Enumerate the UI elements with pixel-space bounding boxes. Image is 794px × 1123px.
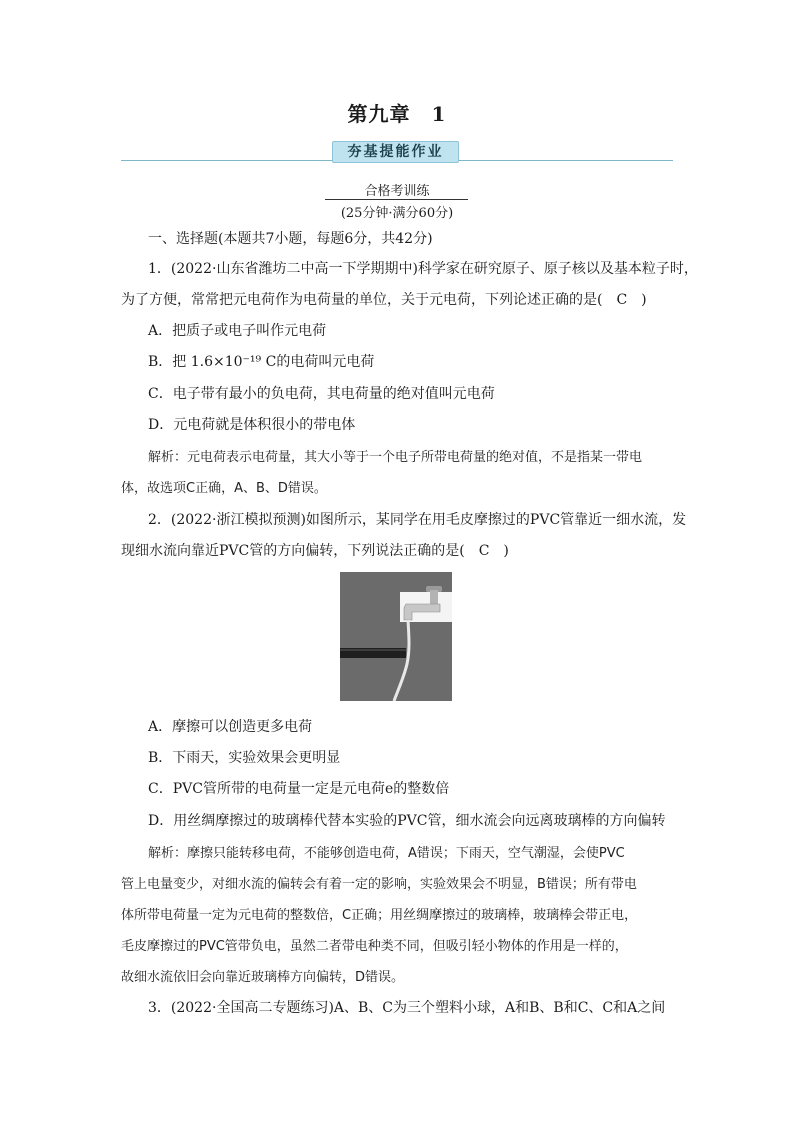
q2-option-a: A．摩擦可以创造更多电荷 — [148, 719, 313, 735]
q1-option-d: D．元电荷就是体积很小的带电体 — [148, 417, 356, 433]
q2-solution-line4: 毛皮摩擦过的PVC管带负电，虽然二者带电种类不同，但吸引轻小物体的作用是一样的， — [121, 939, 628, 954]
q1-solution-line2: 体，故选项C正确，A、B、D错误。 — [121, 481, 327, 496]
q2-option-c: C．PVC管所带的电荷量一定是元电荷e的整数倍 — [148, 781, 450, 797]
q1-option-b: B．把 1.6×10⁻¹⁹ C的电荷叫元电荷 — [148, 354, 375, 370]
pvc-pipe-highlight — [340, 649, 406, 651]
q3-stem-line1: 3．(2022·全国高二专题练习)A、B、C为三个塑料小球，A和B、B和C、C和A之间 — [148, 1000, 666, 1016]
time-score-meta: (25分钟·满分60分) — [340, 206, 454, 221]
faucet-stem — [430, 590, 438, 604]
subtitle: 合格考训练 — [364, 184, 430, 199]
q2-stem-line1: 2．(2022·浙江模拟预测)如图所示，某同学在用毛皮摩擦过的PVC管靠近一细水流，发 — [148, 512, 687, 528]
q1-stem-line2: 为了方便，常常把元电荷作为电荷量的单位，关于元电荷，下列论述正确的是( C ) — [121, 292, 647, 308]
q2-option-b: B．下雨天，实验效果会更明显 — [148, 750, 341, 766]
q1-option-c: C．电子带有最小的负电荷，其电荷量的绝对值叫元电荷 — [148, 386, 495, 402]
page-title: 第九章 1 — [347, 102, 447, 126]
q2-solution-line2: 管上电量变少，对细水流的偏转会有着一定的影响，实验效果会不明显，B错误；所有带电 — [121, 877, 637, 892]
q2-solution-line1: 解析：摩擦只能转移电荷，不能够创造电荷，A错误；下雨天，空气潮湿，会使PVC — [148, 846, 625, 861]
q1-stem-line1: 1．(2022·山东省潍坊二中高一下学期期中)科学家在研究原子、原子核以及基本粒子时， — [148, 261, 698, 277]
section-heading: 一、选择题(本题共7小题，每题6分，共42分) — [148, 231, 433, 247]
q1-solution-line1: 解析：元电荷表示电荷量，其大小等于一个电子所带电荷量的绝对值，不是指某一带电 — [148, 450, 643, 465]
subtitle-underline — [325, 199, 468, 200]
q2-option-d: D．用丝绸摩擦过的玻璃棒代替本实验的PVC管，细水流会向远离玻璃棒的方向偏转 — [148, 813, 666, 829]
q1-option-a: A．把质子或电子叫作元电荷 — [148, 323, 327, 339]
q2-solution-line3: 体所带电荷量一定为元电荷的整数倍，C正确；用丝绸摩擦过的玻璃棒，玻璃棒会带正电， — [121, 908, 638, 923]
q2-stem-line2: 现细水流向靠近PVC管的方向偏转，下列说法正确的是( C ) — [121, 543, 509, 559]
section-badge: 夯基提能作业 — [332, 141, 459, 163]
faucet-pvc-photo — [340, 572, 452, 701]
q2-solution-line5: 故细水流依旧会向靠近玻璃棒方向偏转，D错误。 — [121, 970, 405, 985]
